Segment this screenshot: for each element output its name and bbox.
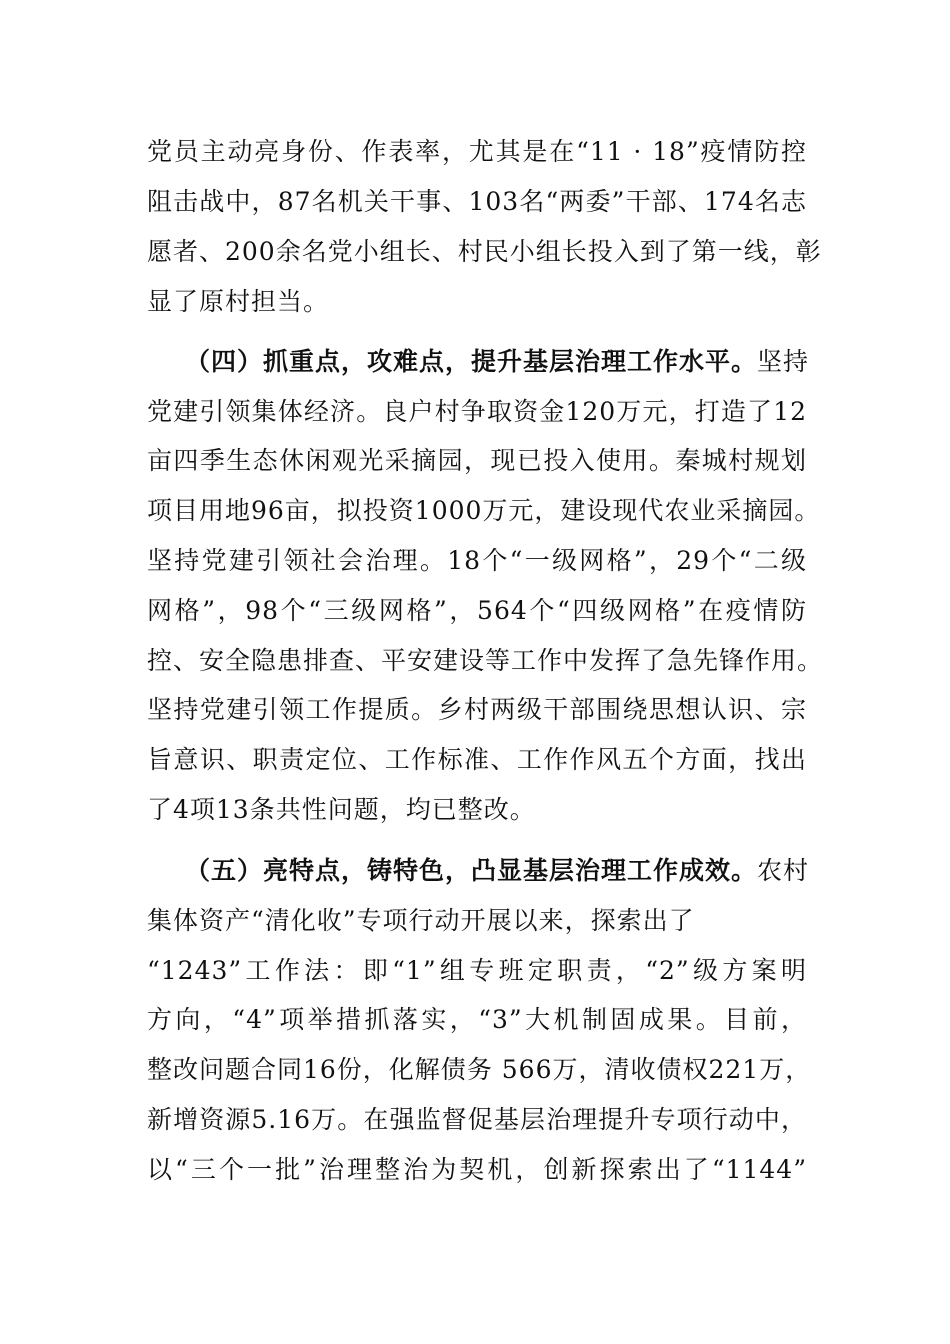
paragraph-5-first-line-rest: 农村 — [757, 856, 810, 885]
paragraph-4-line-10: 了4项13条共性问题，均已整改。 — [147, 795, 536, 824]
paragraph-3-line-4: 显了原村担当。 — [147, 287, 330, 316]
paragraph-4-line-9: 旨意识、职责定位、工作标准、工作作风五个方面，找出 — [147, 745, 807, 774]
paragraph-3-line-1: 党员主动亮身份、作表率，尤其是在“11 · 18”疫情防控 — [147, 137, 807, 166]
paragraph-3-line-3: 愿者、200余名党小组长、村民小组长投入到了第一线，彰 — [147, 237, 822, 266]
paragraph-4-heading: （四）抓重点，攻难点，提升基层治理工作水平。 — [185, 347, 758, 376]
paragraph-4-line-6: 网格”，98个“三级网格”，564个“四级网格”在疫情防 — [147, 596, 807, 625]
paragraph-5-line-2: 集体资产“清化收”专项行动开展以来，探索出了 — [147, 906, 695, 935]
paragraph-5-line-3: “1243”工作法：即“1”组专班定职责，“2”级方案明 — [147, 956, 807, 985]
paragraph-5-first-line — [185, 851, 810, 891]
paragraph-5-heading: （五）亮特点，铸特色，凸显基层治理工作成效。 — [185, 856, 758, 885]
paragraph-5-line-6: 新增资源5.16万。在强监督促基层治理提升专项行动中， — [147, 1105, 807, 1134]
paragraph-5-line-4: 方向，“4”项举措抓落实，“3”大机制固成果。目前， — [147, 1005, 807, 1034]
paragraph-3-line-2: 阻击战中，87名机关干事、103名“两委”干部、174名志 — [147, 187, 807, 216]
paragraph-4-first-line-rest: 坚持 — [757, 347, 810, 376]
paragraph-4-line-4: 项目用地96亩，拟投资1000万元，建设现代农业采摘园。 — [147, 496, 821, 525]
paragraph-4-line-3: 亩四季生态休闲观光采摘园，现已投入使用。秦城村规划 — [147, 446, 807, 475]
paragraph-4-line-8: 坚持党建引领工作提质。乡村两级干部围绕思想认识、宗 — [147, 695, 807, 724]
paragraph-5-line-7: 以“三个一批”治理整治为契机，创新探索出了“1144” — [147, 1155, 807, 1184]
paragraph-4-line-2: 党建引领集体经济。良户村争取资金120万元，打造了12 — [147, 397, 807, 426]
paragraph-5-line-5: 整改问题合同16份，化解债务 566万，清收债权221万， — [147, 1055, 812, 1084]
paragraph-4-line-7: 控、安全隐患排查、平安建设等工作中发挥了急先锋作用。 — [147, 646, 824, 675]
paragraph-4-line-5: 坚持党建引领社会治理。18个“一级网格”，29个“二级 — [147, 546, 807, 575]
paragraph-4-first-line — [185, 342, 810, 382]
